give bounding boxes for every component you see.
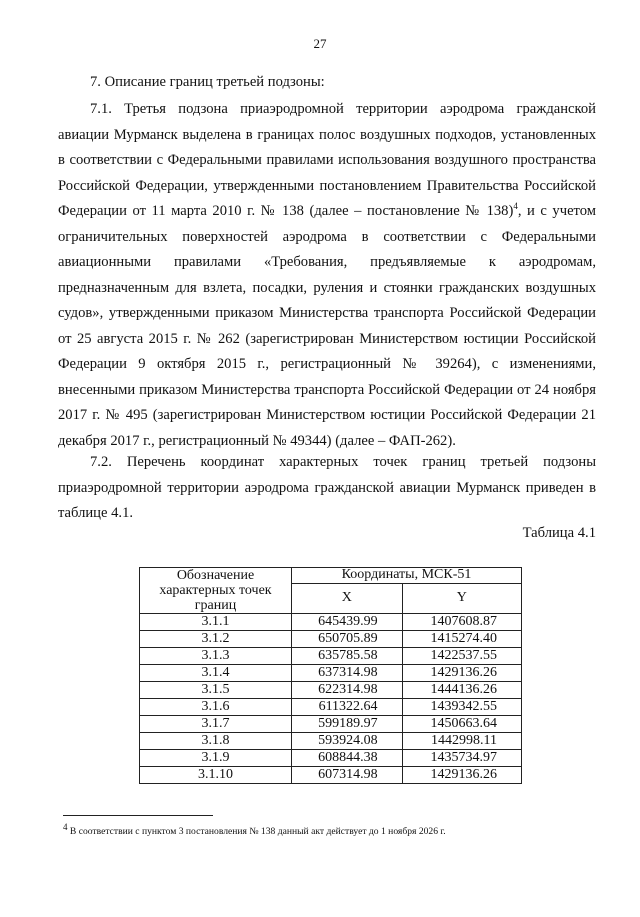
point-name-cell: 3.1.6	[140, 699, 292, 716]
x-cell: 622314.98	[292, 682, 403, 699]
x-cell: 599189.97	[292, 716, 403, 733]
y-cell: 1407608.87	[402, 614, 521, 631]
header-y: Y	[402, 583, 521, 613]
paragraph-7-2: 7.2. Перечень координат характерных точек границ третьей подзоны приаэродромной территории аэродрома гражданской авиации Мурманск приведен в таблице 4.1.	[58, 454, 596, 521]
y-cell: 1442998.11	[402, 733, 521, 750]
x-cell: 635785.58	[292, 648, 403, 665]
x-cell: 645439.99	[292, 614, 403, 631]
footnote-text: В соответствии с пунктом 3 постановления № 138 данный акт действует до 1 ноября 2026 г.	[67, 826, 446, 837]
footnote-reference[interactable]: 4	[513, 201, 518, 212]
point-name-cell: 3.1.10	[140, 767, 292, 784]
table-row	[140, 631, 522, 648]
table-row	[140, 699, 522, 716]
x-cell: 608844.38	[292, 750, 403, 767]
x-cell: 650705.89	[292, 631, 403, 648]
point-name-cell: 3.1.3	[140, 648, 292, 665]
footnote	[63, 821, 603, 838]
x-cell: 611322.64	[292, 699, 403, 716]
y-cell: 1439342.55	[402, 699, 521, 716]
page-number: 27	[313, 36, 327, 51]
footnote-divider	[63, 815, 213, 816]
point-name-cell: 3.1.5	[140, 682, 292, 699]
point-name-cell: 3.1.8	[140, 733, 292, 750]
header-coordinates: Координаты, МСК-51	[292, 568, 522, 584]
y-cell: 1422537.55	[402, 648, 521, 665]
x-cell: 593924.08	[292, 733, 403, 750]
table-row	[140, 682, 522, 699]
header-x: X	[292, 583, 403, 613]
table-row	[140, 733, 522, 750]
y-cell: 1429136.26	[402, 767, 521, 784]
table-caption: Таблица 4.1	[522, 525, 596, 541]
footnote-mark: 4	[63, 821, 68, 832]
table-row	[140, 767, 522, 784]
y-cell: 1450663.64	[402, 716, 521, 733]
table-header-row	[140, 568, 522, 584]
point-name-cell: 3.1.2	[140, 631, 292, 648]
section-heading: 7. Описание границ третьей подзоны:	[90, 74, 325, 90]
point-name-cell: 3.1.9	[140, 750, 292, 767]
x-cell: 607314.98	[292, 767, 403, 784]
table-row	[140, 665, 522, 682]
paragraph-7-1-text-end: , и с учетом ограничительных поверхностей аэродрома в соответствии с Федеральными авиационными правилами «Требования, предъявляемые к аэродромам, предназначенным для взлета, посадки, руления и стоянки гражданских воздушных судов», утвержденными приказом Министерства транспорта Российской Федерации от 25 августа 2015 г. № 262 (зарегистрирован Министерством юстиции Российской Федерации 9 октября 2015 г., регистрационный № 39264), с изменениями, внесенными приказом Министерства транспорта Российской Федерации от 24 ноября 2017 г. № 495 (зарегистрирован Министерством юстиции Российской Федерации 21 декабря 2017 г., регистрационный № 49344) (далее – ФАП-262).	[58, 203, 596, 449]
y-cell: 1415274.40	[402, 631, 521, 648]
point-name-cell: 3.1.1	[140, 614, 292, 631]
paragraph-7-1-text-start: 7.1. Третья подзона приаэродромной территории аэродрома гражданской авиации Мурманск выделена в границах полос воздушных подходов, установленных в соответствии с Федеральными правилами использования воздушного пространства Российской Федерации, утвержденными постановлением Правительства Российской Федерации от 11 марта 2010 г. № 138 (далее – постановление № 138)	[58, 101, 596, 219]
point-name-cell: 3.1.7	[140, 716, 292, 733]
point-name-cell: 3.1.4	[140, 665, 292, 682]
table-row	[140, 750, 522, 767]
coordinates-table	[139, 567, 522, 784]
header-point-name: Обозначение характерных точек границ	[140, 568, 292, 614]
table-row	[140, 716, 522, 733]
table-row	[140, 614, 522, 631]
paragraph-7-1	[58, 97, 596, 454]
y-cell: 1444136.26	[402, 682, 521, 699]
y-cell: 1429136.26	[402, 665, 521, 682]
x-cell: 637314.98	[292, 665, 403, 682]
y-cell: 1435734.97	[402, 750, 521, 767]
table-row	[140, 648, 522, 665]
